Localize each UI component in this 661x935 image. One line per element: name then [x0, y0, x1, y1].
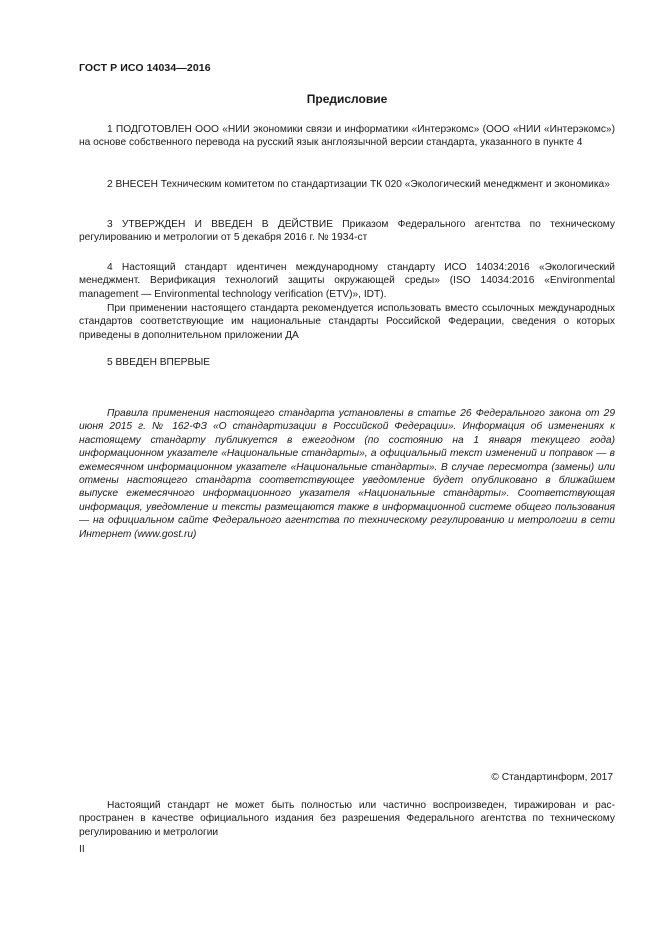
- foreword-item-4-note: При применении настоящего стандарта рекомендуется использовать вместо ссылочных международных стандартов соответствующие им национальные стандарты Российской Федерации, сведения о которых приведены в дополнительном приложении ДА: [79, 303, 615, 341]
- foreword-item-3: 3 УТВЕРЖДЕН И ВВЕДЕН В ДЕЙСТВИЕ Приказом Федерального агентства по техническому регулированию и метрологии от 5 декабря 2016 г. № 1934-ст: [79, 219, 615, 244]
- foreword-item-4: 4 Настоящий стандарт идентичен международному стандарту ИСО 14034:2016 «Экологический менеджмент. Верификация технологий защиты окружающей среды» (ISO 14034:2016 «Environmental management — Environmental technology verification (ETV)», IDT).: [79, 262, 615, 300]
- foreword-item-2: 2 ВНЕСЕН Техническим комитетом по стандартизации ТК 020 «Экологический менеджмент и экономика»: [107, 179, 610, 190]
- page-title: Предисловие: [306, 92, 388, 106]
- rules-of-application-note: Правила применения настоящего стандарта установлены в статье 26 Федерального закона от 29 июня 2015 г. № 162-ФЗ «О стандартизации в Российской Федерации». Информация об изменениях к настоящему стандарту публикуется в ежегодном (по состоянию на 1 января текущего года) информационном указателе «Национальные стандарты», а официальный текст изменений и поправок — в ежемесячном информационном указателе «Национальные стандарты». В случае пересмотра (замены) или отмены настоящего стандарта соответствующее уведомление будет опубликовано в ближайшем выпуске ежемесячного информационного указателя «Национальные стандарты». Соответствующая информация, уведомление и тексты размещаются также в информационной системе общего пользования — на официальном сайте Федерального агентства по техническому регулированию и метрологии в сети Интернет (www.gost.ru): [79, 408, 615, 540]
- foreword-item-5: 5 ВВЕДЕН ВПЕРВЫЕ: [107, 357, 211, 368]
- reproduction-notice: Настоящий стандарт не может быть полностью или частично воспроизведен, тиражирован и распространен в качестве официального издания без разрешения Федерального агентства по техническому регулированию и метрологии: [79, 800, 615, 838]
- page-number: II: [79, 844, 85, 855]
- standard-code-header: ГОСТ Р ИСО 14034—2016: [79, 62, 211, 74]
- foreword-item-1: 1 ПОДГОТОВЛЕН ООО «НИИ экономики связи и информатики «Интерэкомс» (ООО «НИИ «Интерэкомс») на основе собственного перевода на русский язык англоязычной версии стандарта, указанного в пункте 4: [79, 124, 615, 149]
- copyright-line: © Стандартинформ, 2017: [491, 772, 613, 783]
